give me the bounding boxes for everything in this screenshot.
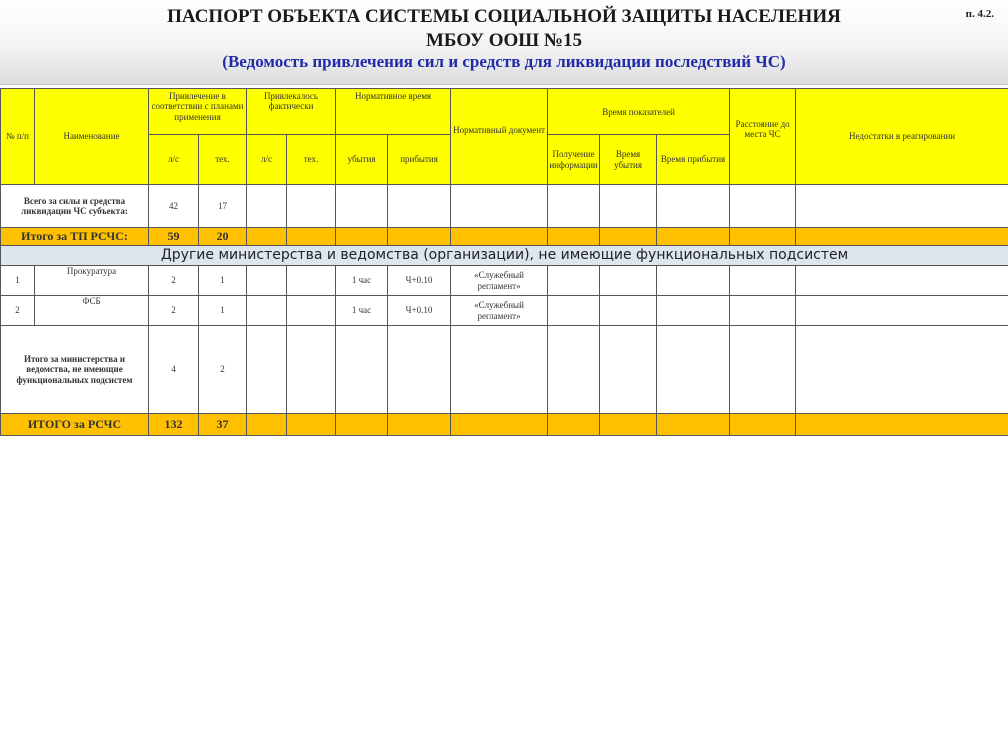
grand-total-tech: 37 bbox=[199, 414, 247, 436]
row-doc: «Служебный регламент» bbox=[451, 266, 548, 296]
header-tech-planned: тех. bbox=[199, 135, 247, 185]
page-subtitle: (Ведомость привлечения сил и средств для ликвидации последствий ЧС) bbox=[222, 52, 786, 71]
table-row bbox=[1, 228, 1008, 246]
header-time-arrive: Время прибытия bbox=[657, 135, 730, 185]
row-depart: 1 час bbox=[336, 296, 388, 326]
table-row bbox=[1, 185, 1008, 228]
row-num: 2 bbox=[1, 296, 35, 326]
tp-total-ls: 59 bbox=[149, 228, 199, 246]
row-num: 1 bbox=[1, 266, 35, 296]
row-tech: 1 bbox=[199, 266, 247, 296]
page-title: ПАСПОРТ ОБЪЕКТА СИСТЕМЫ СОЦИАЛЬНОЙ ЗАЩИТЫ НАСЕЛЕНИЯ bbox=[167, 6, 841, 27]
row-doc: «Служебный регламент» bbox=[451, 296, 548, 326]
slide-header bbox=[0, 0, 1008, 85]
grand-total-ls: 132 bbox=[149, 414, 199, 436]
header-arrive: прибытия bbox=[388, 135, 451, 185]
row-tech: 1 bbox=[199, 296, 247, 326]
row-depart: 1 час bbox=[336, 266, 388, 296]
subject-total-tech: 17 bbox=[199, 185, 247, 228]
ministries-total-ls: 4 bbox=[149, 326, 199, 414]
tp-total-label: Итого за ТП РСЧС: bbox=[1, 228, 149, 246]
header-ls-planned: л/с bbox=[149, 135, 199, 185]
subject-total-label: Всего за силы и средства ликвидации ЧС субъекта: bbox=[1, 185, 149, 228]
header-tech-actual: тех. bbox=[287, 135, 336, 185]
section-banner-row bbox=[1, 246, 1008, 266]
header-depart: убытия bbox=[336, 135, 388, 185]
header-time-indicators: Время показателей bbox=[548, 89, 730, 135]
row-name: ФСБ bbox=[35, 296, 149, 326]
header-shortcomings: Недостатки в реагировании bbox=[796, 89, 1008, 185]
header-actual: Привлекалось фактически bbox=[247, 89, 336, 135]
header-time-depart: Время убытия bbox=[600, 135, 657, 185]
header-norm-time: Нормативное время bbox=[336, 89, 451, 135]
header-distance: Расстояние до места ЧС bbox=[730, 89, 796, 185]
grand-total-label: ИТОГО за РСЧС bbox=[1, 414, 149, 436]
table-row bbox=[1, 296, 1008, 326]
section-banner: Другие министерства и ведомства (организации), не имеющие функциональных подсистем bbox=[1, 246, 1008, 266]
row-arrive: Ч+0.10 bbox=[388, 266, 451, 296]
row-name: Прокуратура bbox=[35, 266, 149, 296]
header-name: Наименование bbox=[35, 89, 149, 185]
page-number: п. 4.2. bbox=[965, 8, 994, 20]
row-ls: 2 bbox=[149, 266, 199, 296]
header-norm-doc: Нормативный документ bbox=[451, 89, 548, 185]
header-ls-actual: л/с bbox=[247, 135, 287, 185]
subject-total-ls: 42 bbox=[149, 185, 199, 228]
row-ls: 2 bbox=[149, 296, 199, 326]
ministries-total-tech: 2 bbox=[199, 326, 247, 414]
header-planned: Привлечение в соответствии с планами применения bbox=[149, 89, 247, 135]
forces-table bbox=[0, 88, 1008, 436]
tp-total-tech: 20 bbox=[199, 228, 247, 246]
header-received: Получение информации bbox=[548, 135, 600, 185]
header-num: № п/п bbox=[1, 89, 35, 185]
school-name: МБОУ ООШ №15 bbox=[425, 30, 583, 51]
table-row bbox=[1, 266, 1008, 296]
table-row bbox=[1, 326, 1008, 414]
table-row bbox=[1, 414, 1008, 436]
row-arrive: Ч+0.10 bbox=[388, 296, 451, 326]
ministries-total-label: Итого за министерства и ведомства, не имеющие функциональных подсистем bbox=[1, 326, 149, 414]
